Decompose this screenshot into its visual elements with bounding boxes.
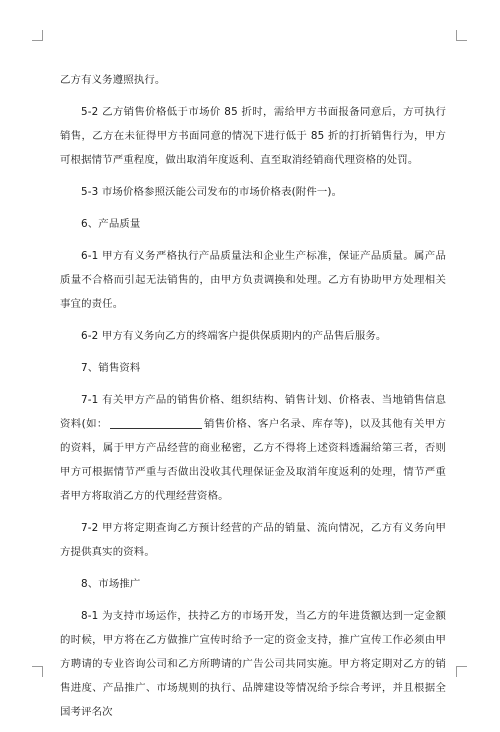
paragraph-6-2: 6-2 甲方有义务向乙方的终端客户提供保质期内的产品售后服务。 (81, 330, 387, 342)
paragraph-5-2: 5-2 乙方销售价格低于市场价 85 折时，需给甲方书面报备同意后，方可执行销售，乙方在未征得甲方书面同意的情况下进行低于 85 折的打折销售行为，甲方可根据情节严重程度，做出取消年度返利、直至取消经销商代理资格的处罚。 (60, 106, 446, 166)
document-body (60, 68, 446, 732)
section-heading-8: 8、市场推广 (81, 578, 141, 590)
section-heading-7: 7、销售资料 (81, 362, 141, 374)
page-corner-mark-top-right (456, 30, 467, 41)
paragraph-6-1: 6-1 甲方有义务严格执行产品质量法和企业生产标准，保证产品质量。属产品质量不合格而引起无法销售的，由甲方负责调换和处理。乙方有协助甲方处理相关事宜的责任。 (60, 250, 446, 310)
paragraph-7-2: 7-2 甲方将定期查询乙方预计经营的产品的销量、流向情况，乙方有义务向甲方提供真实的资料。 (60, 522, 446, 558)
section-heading-6: 6、产品质量 (81, 218, 141, 230)
page-corner-mark-top-left (32, 30, 43, 41)
page-corner-mark-bottom-right (456, 666, 467, 677)
paragraph-7-1-before-blank: 7-1 有关甲方产品的销售价格、组织结构、销售计划、价格表、当地销售信息资料(如： (60, 394, 446, 430)
paragraph-5-1-continuation: 乙方有义务遵照执行。 (60, 74, 166, 86)
paragraph-7-1-after-blank: 销售价格、客户名录、库存等)，以及其他有关甲方的资料，属于甲方产品经营的商业秘密，乙方不得将上述资料透漏给第三者，否则甲方可根据情节严重与否做出没收其代理保证金及取消年度返利的处理，情节严重者甲方将取消乙方的代理经营资格。 (60, 418, 446, 502)
fill-in-blank (110, 416, 202, 429)
paragraph-7-1 (60, 388, 446, 508)
page-corner-mark-bottom-left (32, 666, 43, 677)
paragraph-8-1: 8-1 为支持市场运作，扶持乙方的市场开发，当乙方的年进货额达到一定金额的时候，甲方将在乙方做推广宣传时给予一定的资金支持，推广宣传工作必须由甲方聘请的专业咨询公司和乙方所聘请的广告公司共同实施。甲方将定期对乙方的销售进度、产品推广、市场规则的执行、品牌建设等情况给予综合考评，并且根据全国考评名次 (60, 610, 446, 718)
paragraph-5-3: 5-3 市场价格参照沃能公司发布的市场价格表(附件一)。 (81, 186, 343, 198)
